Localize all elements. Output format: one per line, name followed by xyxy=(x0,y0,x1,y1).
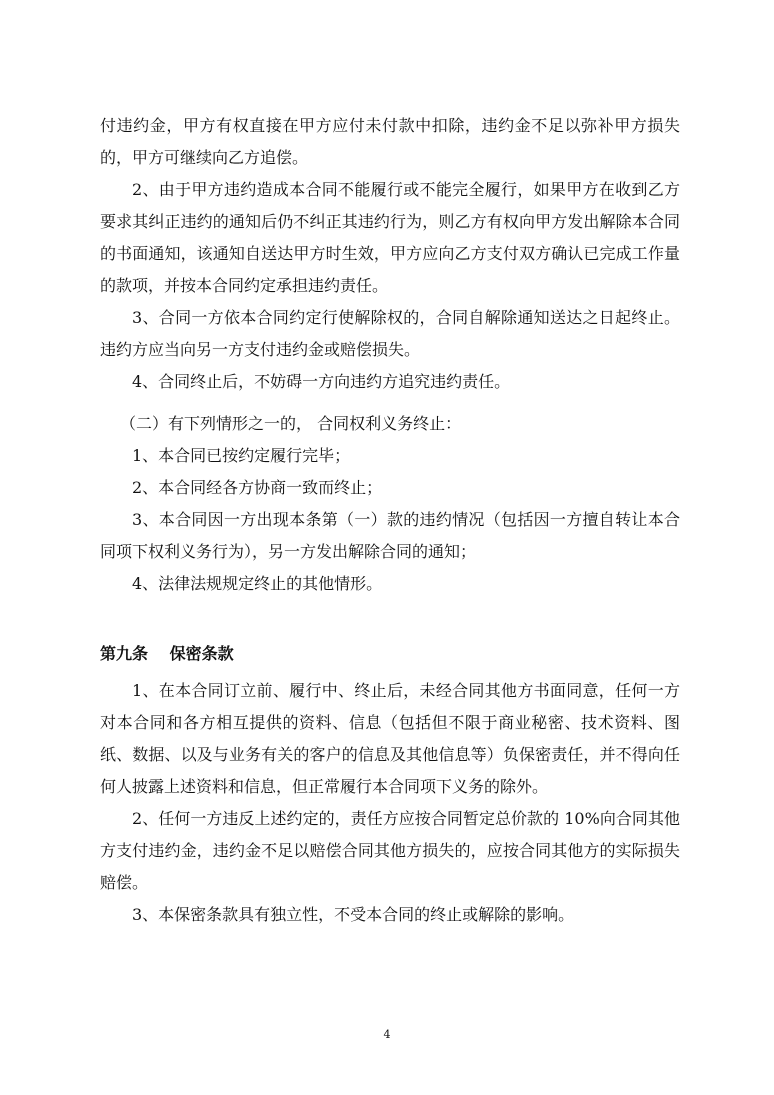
paragraph-confidentiality-1: 1、在本合同订立前、履行中、终止后，未经合同其他方书面同意，任何一方对本合同和各方相互提供的资料、信息（包括但不限于商业秘密、技术资料、图纸、数据、以及与业务有关的客户的信息及其他信息等）负保密责任，并不得向任何人披露上述资料和信息，但正常履行本合同项下义务的除外。 xyxy=(100,681,680,796)
section-heading-confidentiality: 第九条 保密条款 xyxy=(100,644,234,663)
paragraph-termination-item-1: 1、本合同已按约定履行完毕； xyxy=(132,446,351,465)
paragraph-termination-item-3: 3、本合同因一方出现本条第（一）款的违约情况（包括因一方擅自转让本合同项下权利义务行为），另一方发出解除合同的通知； xyxy=(100,510,680,561)
paragraph-termination-item-2: 2、本合同经各方协商一致而终止； xyxy=(132,478,383,497)
paragraph-clause-4: 4、合同终止后，不妨碍一方向违约方追究违约责任。 xyxy=(132,372,511,391)
paragraph-confidentiality-2: 2、任何一方违反上述约定的，责任方应按合同暂定总价款的 10%向合同其他方支付违约金，违约金不足以赔偿合同其他方损失的，应按合同其他方的实际损失赔偿。 xyxy=(100,809,680,892)
paragraph-termination-intro: （二）有下列情形之一的， 合同权利义务终止： xyxy=(120,414,462,433)
paragraph-clause-2: 2、由于甲方违约造成本合同不能履行或不能完全履行，如果甲方在收到乙方要求其纠正违约的通知后仍不纠正其违约行为，则乙方有权向甲方发出解除本合同的书面通知，该通知自送达甲方时生效，甲方应向乙方支付双方确认已完成工作量的款项，并按本合同约定承担违约责任。 xyxy=(100,180,680,295)
paragraph-continued-penalty: 付违约金，甲方有权直接在甲方应付未付款中扣除，违约金不足以弥补甲方损失的，甲方可继续向乙方追偿。 xyxy=(100,116,680,167)
paragraph-confidentiality-3: 3、本保密条款具有独立性，不受本合同的终止或解除的影响。 xyxy=(132,905,575,924)
paragraph-clause-3: 3、合同一方依本合同约定行使解除权的，合同自解除通知送达之日起终止。违约方应当向另一方支付违约金或赔偿损失。 xyxy=(100,308,680,359)
page-number: 4 xyxy=(383,1028,391,1041)
paragraph-termination-item-4: 4、法律法规规定终止的其他情形。 xyxy=(132,574,383,593)
